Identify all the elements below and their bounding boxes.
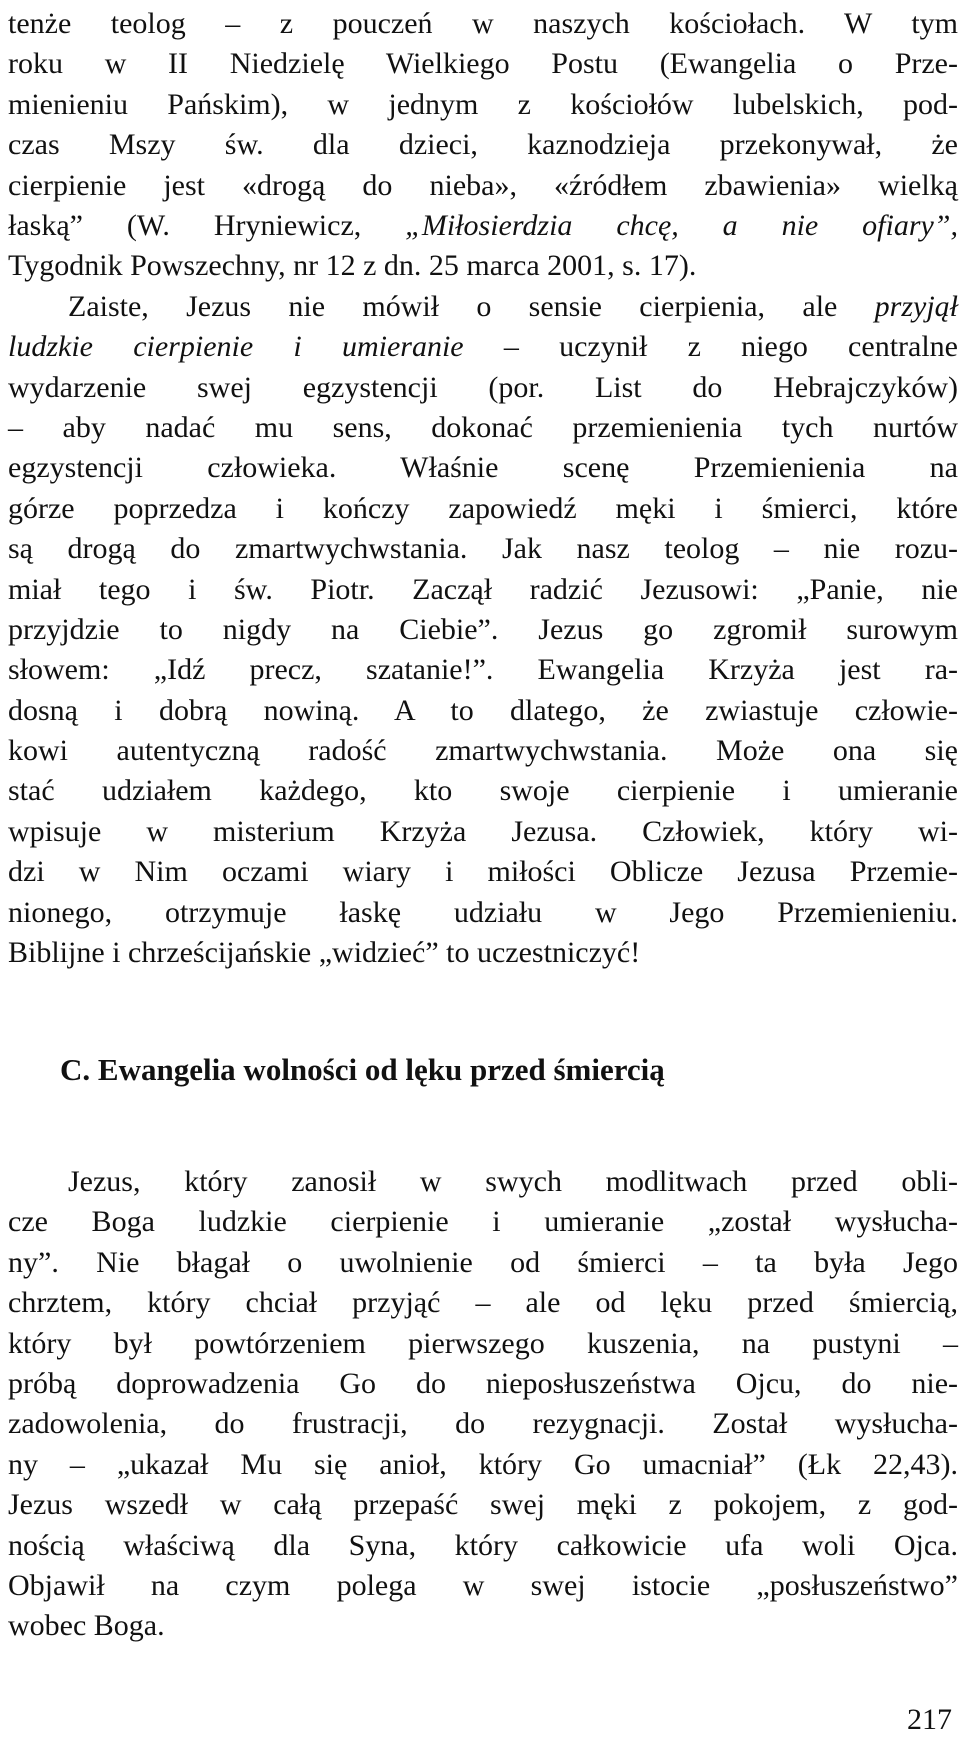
- paragraph-line: [8, 327, 958, 367]
- paragraph-line: stać udziałem każdego, kto swoje cierpienie i umieranie: [8, 774, 958, 808]
- paragraph-line: ny”. Nie błagał o uwolnienie od śmierci – ta była Jego: [8, 1245, 958, 1279]
- paragraph-line: dosną i dobrą nowiną. A to dlatego, że zwiastuje człowie-: [8, 693, 958, 727]
- paragraph-line: Tygodnik Powszechny, nr 12 z dn. 25 marca 2001, s. 17).: [8, 249, 697, 283]
- paragraph-3: [8, 1162, 958, 1647]
- paragraph-line: zadowolenia, do frustracji, do rezygnacji. Został wysłucha-: [8, 1407, 958, 1441]
- citation-author: łaską” (W. Hryniewicz,: [8, 208, 406, 242]
- paragraph-line: roku w II Niedzielę Wielkiego Postu (Ewangelia o Prze-: [8, 47, 958, 81]
- paragraph-line: górze poprzedza i kończy zapowiedź męki i śmierci, które: [8, 491, 958, 525]
- paragraph-line: dzi w Nim oczami wiary i miłości Oblicze Jezusa Przemie-: [8, 855, 958, 889]
- paragraph-line: cze Boga ludzkie cierpienie i umieranie „został wysłucha-: [8, 1205, 958, 1239]
- paragraph-line: próbą doprowadzenia Go do nieposłuszeństwa Ojcu, do nie-: [8, 1366, 958, 1400]
- section-heading: C. Ewangelia wolności od lęku przed śmiercią: [60, 1052, 665, 1087]
- citation-title: „Miłosierdzia chcę, a nie ofiary”,: [405, 208, 958, 242]
- paragraph-line: nością właściwą dla Syna, który całkowicie ufa woli Ojca.: [8, 1528, 958, 1562]
- paragraph-2: [8, 287, 958, 974]
- paragraph-line: cierpienie jest «drogą do nieba», «źródłem zbawienia» wielką: [8, 168, 958, 202]
- paragraph-text: Zaiste, Jezus nie mówił o sensie cierpienia, ale: [68, 289, 875, 323]
- emphasis-text: ludzkie cierpienie i umieranie: [8, 330, 464, 364]
- paragraph-line: kowi autentyczną radość zmartwychwstania. Może ona się: [8, 734, 958, 768]
- paragraph-line: [8, 206, 958, 246]
- paragraph-text: – uczynił z niego centralne: [463, 330, 958, 364]
- page-number: 217: [907, 1703, 952, 1736]
- paragraph-line: wpisuje w misterium Krzyża Jezusa. Człowiek, który wi-: [8, 814, 958, 848]
- paragraph-line: który był powtórzeniem pierwszego kuszenia, na pustyni –: [8, 1326, 958, 1360]
- paragraph-line: mienieniu Pańskim), w jednym z kościołów lubelskich, pod-: [8, 87, 958, 121]
- paragraph-line: – aby nadać mu sens, dokonać przemienienia tych nurtów: [8, 410, 958, 444]
- paragraph-line: chrztem, który chciał przyjąć – ale od lęku przed śmiercią,: [8, 1286, 958, 1320]
- paragraph-line: miał tego i św. Piotr. Zaczął radzić Jezusowi: „Panie, nie: [8, 572, 958, 606]
- paragraph-line: nionego, otrzymuje łaskę udziału w Jego Przemienieniu.: [8, 895, 958, 929]
- paragraph-line: wobec Boga.: [8, 1609, 165, 1643]
- paragraph-line: [8, 287, 958, 327]
- paragraph-line: Jezus wszedł w całą przepaść swej męki z pokojem, z god-: [8, 1488, 958, 1522]
- paragraph-line: Objawił na czym polega w swej istocie „posłuszeństwo”: [8, 1568, 958, 1602]
- paragraph-line: ny – „ukazał Mu się anioł, który Go umacniał” (Łk 22,43).: [8, 1447, 958, 1481]
- paragraph-line: są drogą do zmartwychwstania. Jak nasz teolog – nie rozu-: [8, 532, 958, 566]
- paragraph-line: tenże teolog – z pouczeń w naszych kościołach. W tym: [8, 7, 958, 40]
- paragraph-line: egzystencji człowieka. Właśnie scenę Przemienienia na: [8, 451, 958, 485]
- emphasis-text: przyjął: [874, 289, 958, 323]
- paragraph-line: słowem: „Idź precz, szatanie!”. Ewangelia Krzyża jest ra-: [8, 653, 958, 687]
- paragraph-line: Jezus, który zanosił w swych modlitwach przed obli-: [68, 1165, 958, 1198]
- paragraph-line: wydarzenie swej egzystencji (por. List do Hebrajczyków): [8, 370, 958, 404]
- paragraph-1: [8, 4, 958, 287]
- paragraph-line: Biblijne i chrześcijańskie „widzieć” to uczestniczyć!: [8, 936, 641, 970]
- paragraph-line: czas Mszy św. dla dzieci, kaznodzieja przekonywał, że: [8, 128, 958, 162]
- paragraph-line: przyjdzie to nigdy na Ciebie”. Jezus go zgromił surowym: [8, 612, 958, 646]
